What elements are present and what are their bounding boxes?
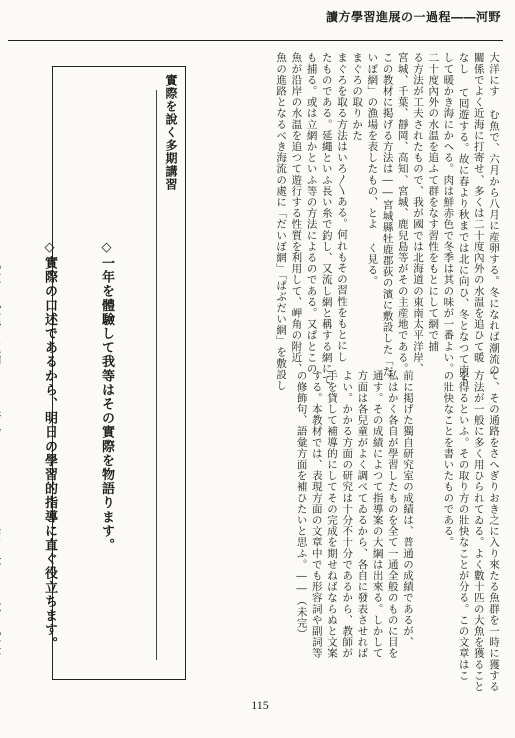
- lecture-box-title: 實際を說く多期講習: [164, 74, 178, 191]
- lecture-box-items: [42, 240, 154, 670]
- middle-paragraph: 前に掲げた獨自研究室の成績は、普通の成績であるが、 私はかく各自が學習したものを全て一通全般のものに目を 通す。その成績によつて指導案の大綱は出來る。しかして 方面は各兒童がよく調べてゐるから、各自に發表させれば よい。かかる方面の研究は十分不十分であるから、教師が 手を貸して補導的にしてその完成を期せねばならぬと文案 する。本教材では、表現方面の文章中でも形容詞や副詞等 の修飾句、語彙方面を補ひたいと思ふ。――（未完）: [295, 370, 414, 659]
- page-number: 115: [251, 698, 269, 712]
- running-head: 讀方學習進展の一過程――河野: [325, 10, 501, 24]
- top-paragraph: 大洋にす む魚で、六月から八月に産卵する。冬になれば潮流の 關係でよく近海に打寄せ、多くは二十度內外の水温を追ひて暖 なし て囘遊する。故に春より秋までは北に向ひ、冬となつて南下 して暖かき海にかへる。肉は鮮赤色で冬季は其の味が一番よい。 二十度內外の水温を追ふて群をなす習性をもとにして網で捕 る方法が工夫されたもので、我が國では北海道の東南太平洋岸、 宮城、千葉、靜岡、高知、宮城、鹿兒島等がその主産地である。 この教材に掲げる方法は――宮城縣牡鹿郡荻の濱に敷設した「だ いぼ網」の漁場を表したもの、とよ く見る。 まぐろの取りかた まぐろを取る方法はいろ〳〵ある。何れもその習性をもとにし たものである。延繩といふ長い糸で釣し、又流し網と稱する網にて も捕る。或は立網かといふ等の方法によるのである。又ぱとこの 魚が沿岸の水温を追つて遊行する性質を利用して、岬角の附近、 魚の進路となるべき海流の處に「だいぼ網」「ぱぶだい網」を敷設し: [275, 52, 500, 391]
- box-item: ◇一年を體驗して我等はその實際を物語ります。: [99, 240, 114, 553]
- header-rule: [8, 40, 503, 41]
- lecture-box-rule: [156, 90, 157, 660]
- box-item: [0, 240, 2, 670]
- right-bottom-paragraph: て、その通路をさへぎりおき之に入り來たる魚群を一時に獲する 方法が一般に多く用ひられてゐる。よく數十匹の大魚を獲ること を得るといふ。その取り方の壯快なことが分る。この文章はこ の壯快なことを書いたものである。: [442, 370, 500, 692]
- box-item: ◇實際の口述であるから、明日の學習的指導に直ぐ役立ちます。: [42, 240, 57, 651]
